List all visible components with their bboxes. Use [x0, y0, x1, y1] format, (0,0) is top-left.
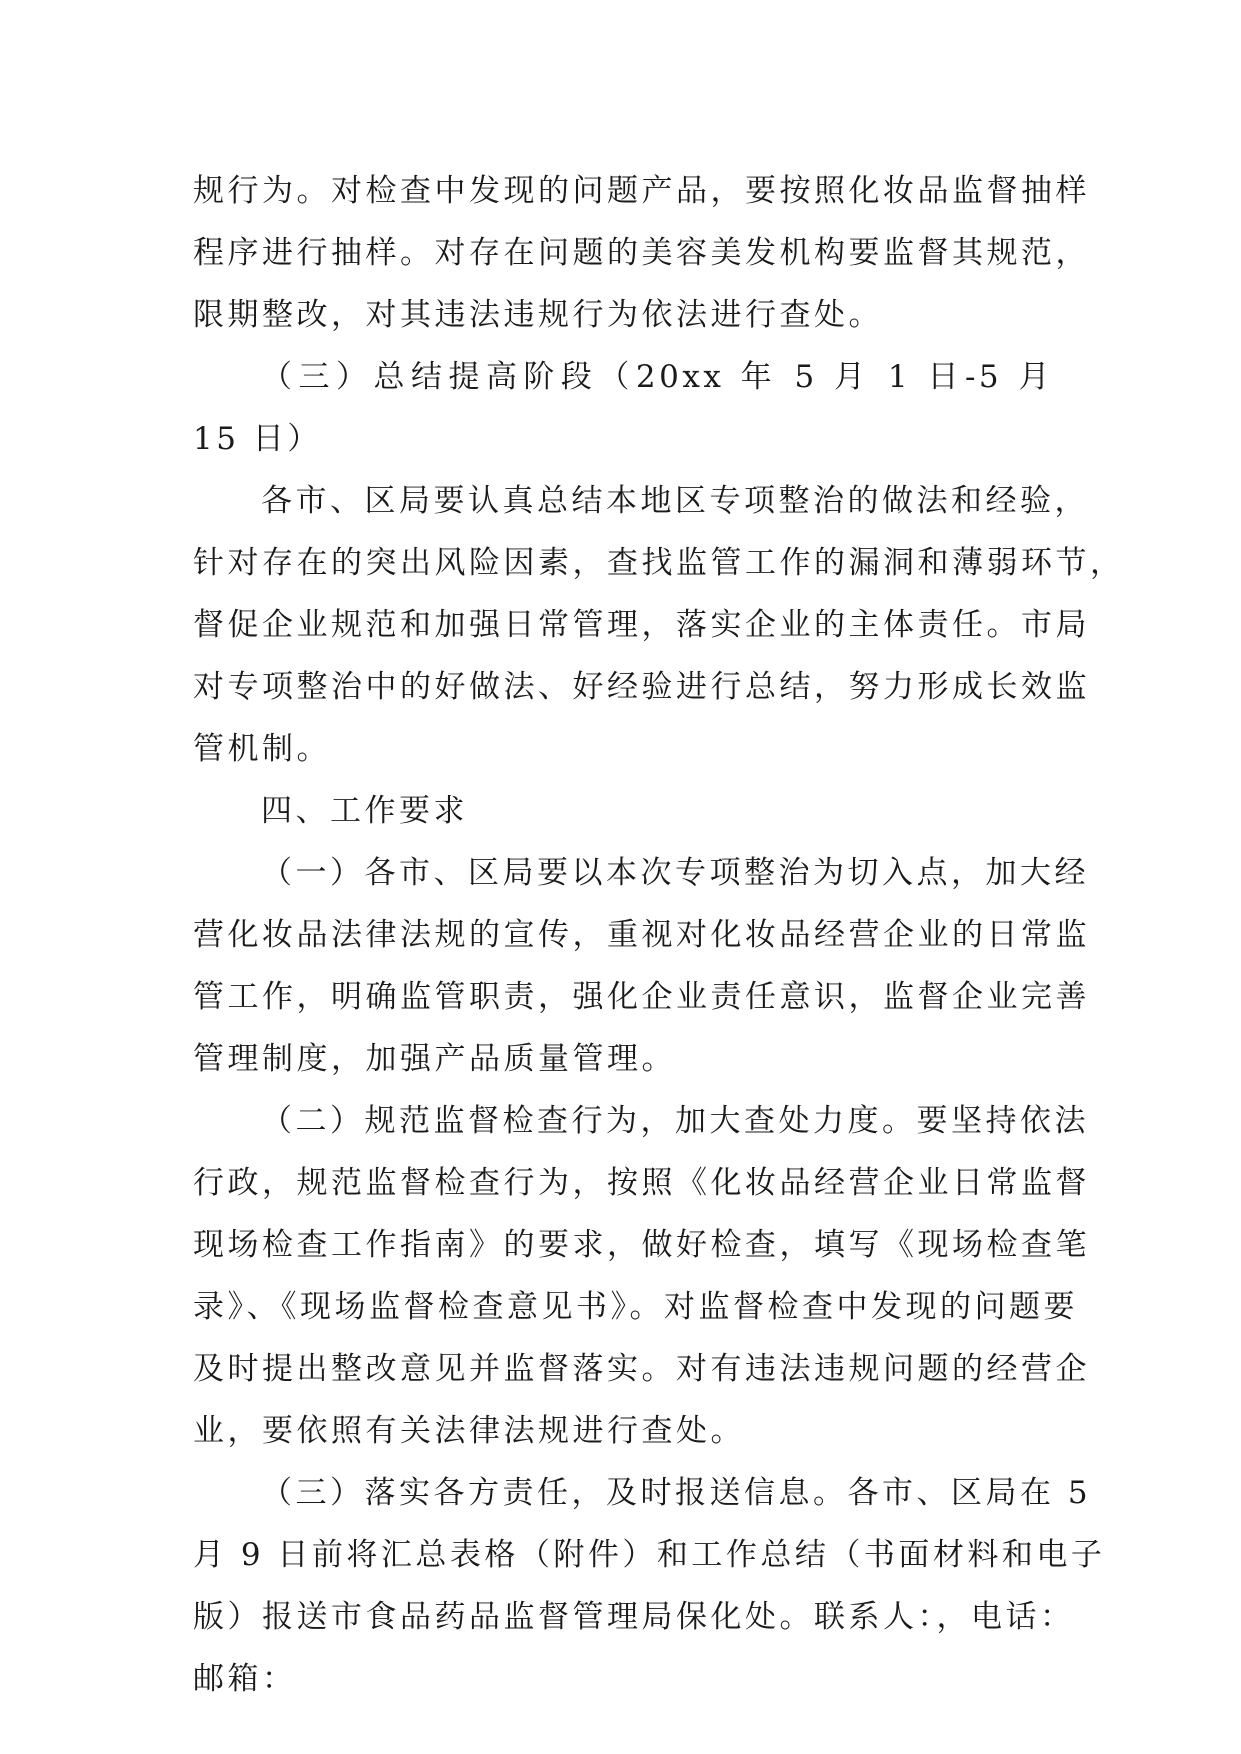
text-line: 各市、区局要认真总结本地区专项整治的做法和经验， [261, 483, 1089, 519]
document-body [193, 160, 1125, 1710]
text-line: 管理制度，加强产品质量管理。 [193, 1041, 676, 1077]
text-line: 现场检查工作指南》的要求，做好检查，填写《现场检查笔 [193, 1227, 1090, 1263]
text-line: （二）规范监督检查行为，加大查处力度。要坚持依法 [261, 1103, 1089, 1139]
text-line: （三）落实各方责任，及时报送信息。各市、区局在 5 [261, 1475, 1092, 1511]
text-line: 管工作，明确监管职责，强化企业责任意识，监督企业完善 [193, 979, 1090, 1015]
paragraph-requirement-1 [193, 842, 1090, 1090]
paragraph-requirement-2 [193, 1090, 1090, 1462]
heading-section-4: 四、工作要求 [261, 793, 468, 829]
paragraph-requirement-3 [193, 1462, 1106, 1710]
heading-phase-3: （三）总结提高阶段（20xx 年 5 月 1 日-5 月 15 日） [193, 359, 1053, 457]
text-line: 营化妆品法律法规的宣传，重视对化妆品经营企业的日常监 [193, 917, 1090, 953]
paragraph-phase-3 [193, 470, 1125, 780]
text-line: 行政，规范监督检查行为，按照《化妆品经营企业日常监督 [193, 1165, 1090, 1201]
paragraph-continuation [193, 160, 1090, 346]
text-line: 对专项整治中的好做法、好经验进行总结，努力形成长效监 [193, 669, 1090, 705]
text-line: 程序进行抽样。对存在问题的美容美发机构要监督其规范， [193, 235, 1090, 271]
text-line: 业，要依照有关法律法规进行查处。 [193, 1413, 745, 1449]
text-line: 督促企业规范和加强日常管理，落实企业的主体责任。市局 [193, 607, 1090, 643]
text-line: 针对存在的突出风险因素，查找监管工作的漏洞和薄弱环节， [193, 545, 1125, 581]
text-line: 录》、《现场监督检查意见书》。对监督检查中发现的问题要 [193, 1289, 1078, 1325]
text-line: 月 9 日前将汇总表格（附件）和工作总结（书面材料和电子 [193, 1537, 1106, 1573]
text-line: 版）报送市食品药品监督管理局保化处。联系人：，电话： [193, 1599, 1075, 1635]
text-line: （一）各市、区局要以本次专项整治为切入点，加大经 [261, 855, 1089, 891]
text-line: 规行为。对检查中发现的问题产品，要按照化妆品监督抽样 [193, 173, 1090, 209]
text-line: 及时提出整改意见并监督落实。对有违法违规问题的经营企 [193, 1351, 1090, 1387]
text-line: 管机制。 [193, 731, 331, 767]
text-line: 限期整改，对其违法违规行为依法进行查处。 [193, 297, 883, 333]
text-line: 邮箱： [193, 1661, 297, 1697]
